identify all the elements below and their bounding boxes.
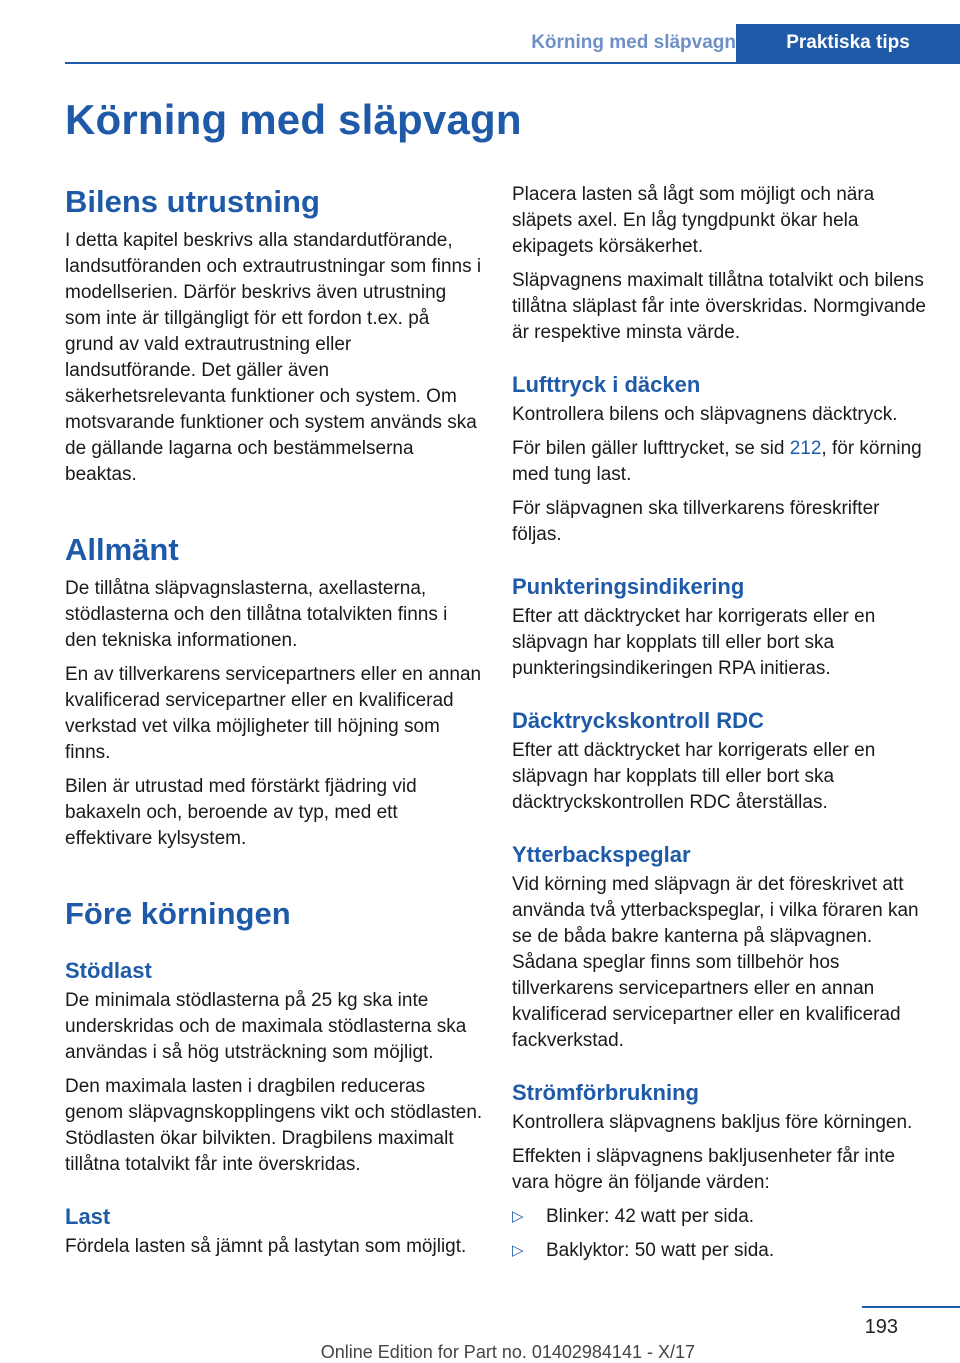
heading-dacktryckskontroll: Däcktryckskontroll RDC (512, 708, 764, 733)
paragraph: Den maximala lasten i dragbilen reduceras genom släpvagnskopplingens vikt och stödlasten. Stödlasten ökar bilvikten. Dragbilens maximalt tillåtna totalvikt får inte överskridas. (65, 1076, 483, 1175)
list-item (512, 1204, 927, 1230)
heading-bilens-utrustning: Bilens utrustning (65, 184, 320, 219)
triangle-bullet-icon: ▷ (512, 1208, 524, 1225)
heading-allmant: Allmänt (65, 532, 179, 567)
heading-stodlast: Stödlast (65, 958, 152, 983)
page-reference-link[interactable]: 212 (789, 438, 822, 459)
paragraph (512, 436, 927, 488)
paragraph: Kontrollera släpvagnens bakljus före körningen. (512, 1112, 913, 1133)
footer-edition: Online Edition for Part no. 01402984141 - X/17 (320, 1342, 695, 1362)
page-number: 193 (864, 1316, 898, 1338)
paragraph: Fördela lasten så jämnt på lastytan som möjligt. (65, 1236, 467, 1257)
page-title: Körning med släpvagn (65, 96, 522, 143)
paragraph: För släpvagnen ska tillverkarens föreskrifter följas. (512, 498, 880, 545)
paragraph: Vid körning med släpvagn är det föreskrivet att använda två ytterbackspeglar, i vilka föraren kan se de båda bakre kanterna på släpvagnen. Sådana speglar finns som tillbehör hos tillverkarens servicepartners eller en annan kvalificerad servicepartner eller en kvalificerad fackverkstad. (512, 874, 919, 1051)
heading-ytterbackspeglar: Ytterbackspeglar (512, 842, 691, 867)
paragraph: De minimala stödlasterna på 25 kg ska inte underskridas och de maximala stödlasterna ska användas i så hög utsträckning som möjligt. (65, 990, 467, 1063)
header-divider (65, 62, 960, 64)
heading-lufttryck: Lufttryck i däcken (512, 372, 701, 397)
heading-stromforbrukning: Strömförbrukning (512, 1080, 699, 1105)
header-chapter-tab: Praktiska tips (736, 24, 960, 64)
text: , för körning med tung last. (512, 438, 922, 485)
list-item-text: Blinker: 42 watt per sida. (546, 1206, 755, 1227)
paragraph: Efter att däcktrycket har korrigerats eller en släpvagn har kopplats till eller bort ska punkteringsindikeringen RPA initieras. (512, 606, 876, 679)
paragraph: Kontrollera bilens och släpvagnens däcktryck. (512, 404, 898, 425)
paragraph: I detta kapitel beskrivs alla standardutförande, landsutföranden och extrautrustningar som finns i modellserien. Därför beskrivs även utrustning som inte är tillgängligt för ett fordon t.ex. på grund av vald extrautrustning eller landsutförande. Det gäller även säkerhetsrelevanta funktioner och system. Om motsvarande funktioner och system används ska de gällande lagarna och bestämmelserna beaktas. (65, 230, 482, 485)
paragraph: Efter att däcktrycket har korrigerats eller en släpvagn har kopplats till eller bort ska däcktryckskontrollen RDC återställas. (512, 740, 876, 813)
heading-last: Last (65, 1204, 111, 1229)
paragraph: De tillåtna släpvagnslasterna, axellasterna, stödlasterna och den tillåtna totalvikten finns i den tekniska informationen. (65, 578, 448, 651)
list-item (512, 1238, 927, 1264)
text: För bilen gäller lufttrycket, se sid (512, 438, 790, 459)
paragraph: En av tillverkarens servicepartners eller en annan kvalificerad servicepartner eller en kvalificerad verkstad vet vilka möjligheter till höjning som finns. (65, 664, 482, 763)
footer-divider (862, 1306, 960, 1308)
left-column (65, 182, 483, 1268)
triangle-bullet-icon: ▷ (512, 1242, 524, 1259)
paragraph: Släpvagnens maximalt tillåtna totalvikt och bilens tillåtna släplast får inte överskridas. Normgivande är respektive minsta värde. (512, 270, 926, 343)
heading-punkteringsindikering: Punkteringsindikering (512, 574, 745, 599)
paragraph: Placera lasten så lågt som möjligt och nära släpets axel. En låg tyngdpunkt ökar hela ekipagets körsäkerhet. (512, 184, 875, 257)
list-item-text: Baklyktor: 50 watt per sida. (546, 1240, 775, 1261)
right-column (512, 182, 927, 1272)
bullet-list (512, 1204, 927, 1264)
heading-fore-korningen: Före körningen (65, 896, 291, 931)
paragraph: Effekten i släpvagnens bakljusenheter får inte vara högre än följande värden: (512, 1146, 896, 1193)
paragraph: Bilen är utrustad med förstärkt fjädring vid bakaxeln och, beroende av typ, med ett effektivare kylsystem. (65, 776, 417, 849)
header-section-title: Körning med släpvagn (531, 32, 736, 53)
